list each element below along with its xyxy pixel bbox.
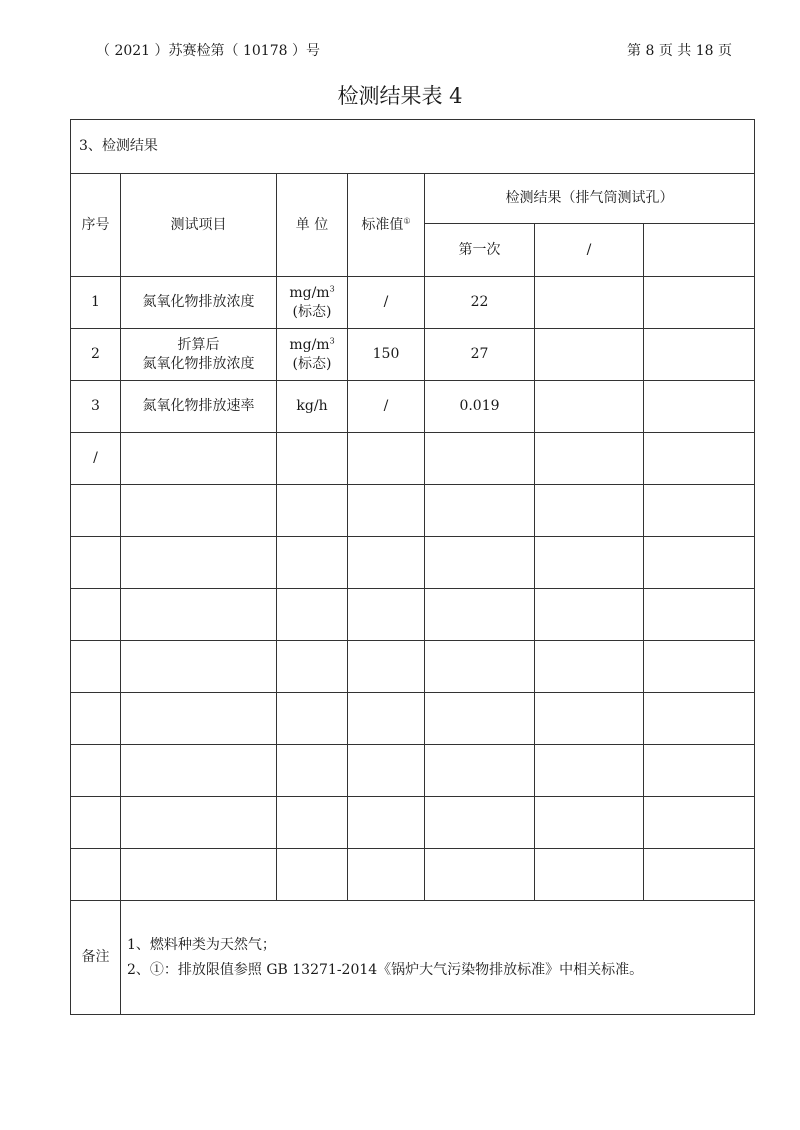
section-title: 3、检测结果 [71,120,755,174]
row-item [121,433,277,485]
col-result-group-header: 检测结果（排气筒测试孔） [425,174,755,224]
col-result-1-header: 第一次 [425,224,535,277]
col-result-2-header: / [535,224,644,277]
unit-text: kg/h [296,398,328,415]
row-unit [277,329,348,381]
row-item-line: 折算后 [177,336,220,353]
col-standard-header [348,174,425,277]
unit-text: mg/m [289,284,330,301]
row-standard: / [348,381,425,433]
row-unit [277,433,348,485]
notes-body [121,901,755,1015]
row-seq: / [71,433,121,485]
empty-row [71,485,755,537]
notes-label: 备注 [71,901,121,1015]
row-result-2 [535,433,644,485]
row-unit-main [277,397,347,416]
row-result-1 [425,433,535,485]
unit-exponent: 3 [329,335,335,345]
empty-row [71,849,755,901]
row-result-3 [644,381,755,433]
empty-row [71,797,755,849]
standard-label: 标准值 [361,216,404,233]
row-standard: / [348,277,425,329]
row-standard: 150 [348,329,425,381]
row-seq: 1 [71,277,121,329]
row-unit-main [277,336,347,355]
row-result-1: 27 [425,329,535,381]
row-result-2 [535,329,644,381]
row-result-1: 22 [425,277,535,329]
row-standard [348,433,425,485]
table-row [71,433,755,485]
note-line-1: 1、燃料种类为天然气； [127,937,276,953]
col-result-3-header [644,224,755,277]
col-item-header: 测试项目 [121,174,277,277]
row-result-3 [644,433,755,485]
row-unit [277,381,348,433]
row-item-line: 氮氧化物排放浓度 [142,294,255,311]
row-result-3 [644,329,755,381]
unit-condition: (标态) [292,303,332,320]
table-row [71,277,755,329]
empty-row [71,745,755,797]
empty-row [71,693,755,745]
row-result-1: 0.019 [425,381,535,433]
col-unit-header: 单 位 [277,174,348,277]
row-result-3 [644,277,755,329]
row-result-2 [535,381,644,433]
row-item-line: 氮氧化物排放速率 [142,398,255,415]
notes-row [71,901,755,1015]
table-row [71,381,755,433]
unit-exponent: 3 [329,283,335,293]
row-result-2 [535,277,644,329]
page-number: 第 8 页 共 18 页 [627,43,732,59]
row-seq: 3 [71,381,121,433]
row-item [121,329,277,381]
results-table [70,119,755,1015]
header-row [71,174,755,224]
standard-footnote-mark: ① [403,215,411,225]
row-unit-main [277,284,347,303]
empty-row [71,641,755,693]
table-row [71,329,755,381]
page-title: 检测结果表 4 [337,84,463,108]
empty-row [71,537,755,589]
unit-text: mg/m [289,336,330,353]
report-number: （ 2021 ）苏赛检第（ 10178 ）号 [96,43,320,59]
row-item-line: 氮氧化物排放浓度 [142,355,255,372]
note-line-2: 2、①：排放限值参照 GB 13271-2014《锅炉大气污染物排放标准》中相关标准。 [127,961,644,978]
row-item [121,277,277,329]
col-seq-header: 序号 [71,174,121,277]
row-seq: 2 [71,329,121,381]
row-unit [277,277,348,329]
unit-condition: (标态) [292,355,332,372]
row-item [121,381,277,433]
empty-row [71,589,755,641]
section-row [71,120,755,174]
